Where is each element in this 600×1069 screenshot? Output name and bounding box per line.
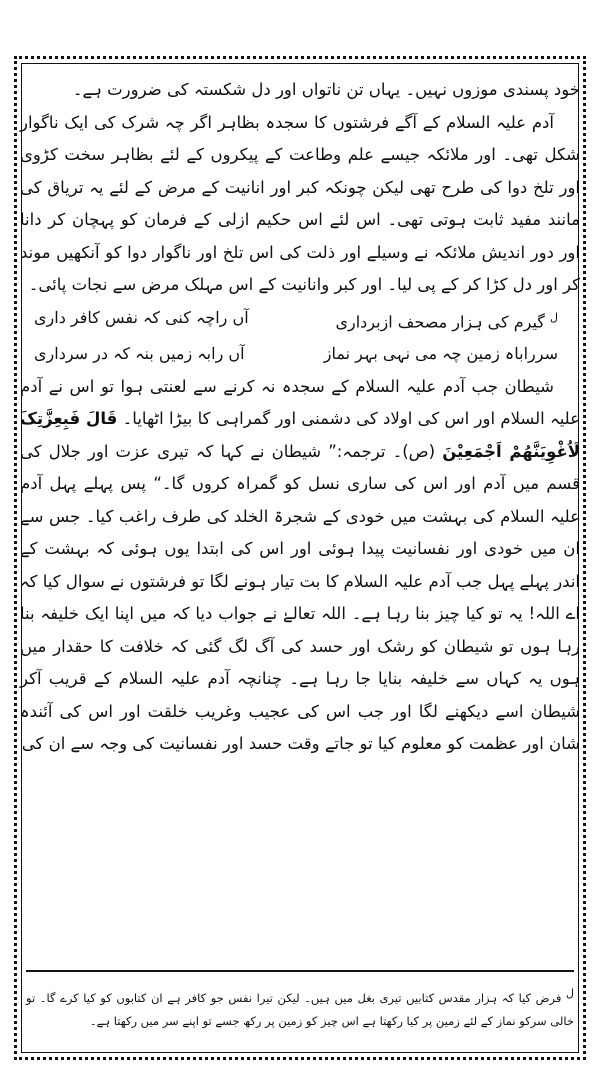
quran-verse-arabic: قَالَ فَبِعِزَّتِکَ لَاُغْوِیَنَّھُمْ اَجْمَعِیْنَ	[20, 409, 581, 461]
paragraph-continuation: خود پسندی موزوں نہیں۔ یہاں تن ناتواں اور دل شکستہ کی ضرورت ہے۔	[72, 80, 580, 99]
footnote-marker: ل	[550, 310, 558, 324]
page-body	[20, 74, 580, 952]
paragraph-adam-angels: آدم علیہ السلام کے آگے فرشتوں کا سجدہ بظاہر اگر چہ شرک کی ایک ناگوار شکل تھی۔ اور ملائکہ جیسے علم وطاعت کے پیکروں کے لئے بظاہر سخت کڑوی اور تلخ دوا کی طرح تھی لیکن چونکہ کبر اور انانیت کے مرض کے لئے یہ تریاق کی مانند مفید ثابت ہوتی تھی۔ اس لئے اس حکیم ازلی کے فرمان کو پہچان کر دانا اور دور اندیش ملائکہ نے وسیلے اور ذلت کی اس تلخ اور ناگوار دوا کو آنکھیں موند کر اور دل کڑا کر کے پی لیا۔ اور کبر وانانیت کے اس مہلک مرض سے نجات پائی۔	[20, 112, 580, 294]
footnote-text: فرض کیا کہ ہزار مقدس کتابیں تیری بغل میں ہیں۔ لیکن تیرا نفس جو کافر ہے ان کتابوں کو کیا کرے گا۔ تو خالی سرکو نماز کے لئے زمین پر کیا رکھتا ہے اس چیز کو زمین پر رکھ جسے تو اپنے سر میں رکھتا ہے۔	[26, 990, 574, 1028]
verse-line-1-left: آں راچہ کنی کہ نفس کافر داری	[34, 307, 249, 327]
verse-hemistich: گیرم کی ہزار مصحف ازبرداری	[335, 311, 545, 331]
footnote-number: ل	[566, 987, 574, 1000]
paragraph-shaitan	[20, 371, 580, 761]
persian-verse-line-1	[20, 302, 580, 339]
verse-line-1-right	[335, 302, 558, 339]
footnote-separator	[26, 970, 574, 972]
verse-line-2-left: آں رابہ زمیں بنہ کہ در سرداری	[34, 344, 245, 364]
footnote	[26, 982, 574, 1033]
shaitan-text-after: (ص)۔ ترجمہ:” شیطان نے کہا کہ تیری عزت اور جلال کی قسم میں آدم اور اس کی ساری نسل کو گمراہ کروں گا۔“ پس پہلے پہل آدم علیہ السلام کی بہشت میں خودی کے شجرۃ الخلد کی طرف راغب کیا۔ جس سے ان میں خودی اور نفسانیت پیدا ہوئی اور اس کی ابتدا یوں ہوئی کہ بہشت کے اندر پہلے پہل جب آدم علیہ السلام کا بت تیار ہونے لگا تو فرشتوں نے سوال کیا کہ اے اللہ! یہ تو کیا چیز بنا رہا ہے۔ اللہ تعالےٰ نے جواب دیا کہ میں اپنا ایک خلیفہ بنا رہا ہوں تو شیطان کو رشک اور حسد کی آگ لگ گئی کہ خلافت کا حقدار میں ہوں یہ کہاں سے خلیفہ بنایا جا رہا ہے۔ چنانچہ آدم علیہ السلام کے قریب آکر شیطان اسے دیکھنے لگا اور جب اس کی عجیب وغریب خلقت اور اس کی آئندہ شان اور عظمت کو معلوم کیا تو جاتے وقت حسد اور نفسانیت کی وجہ سے ان کی	[20, 441, 580, 754]
verse-line-2-right: سرراباہ زمین چہ می نہی بہر نماز	[323, 344, 558, 364]
persian-verse-line-2	[20, 338, 580, 371]
shaitan-text-before: شیطان جب آدم علیہ السلام کے سجدہ نہ کرنے سے لعنتی ہوا تو اس نے آدم علیہ السلام اور اس کی اولاد کی دشمنی اور گمراہی کا بیڑا اٹھایا۔	[20, 376, 580, 429]
